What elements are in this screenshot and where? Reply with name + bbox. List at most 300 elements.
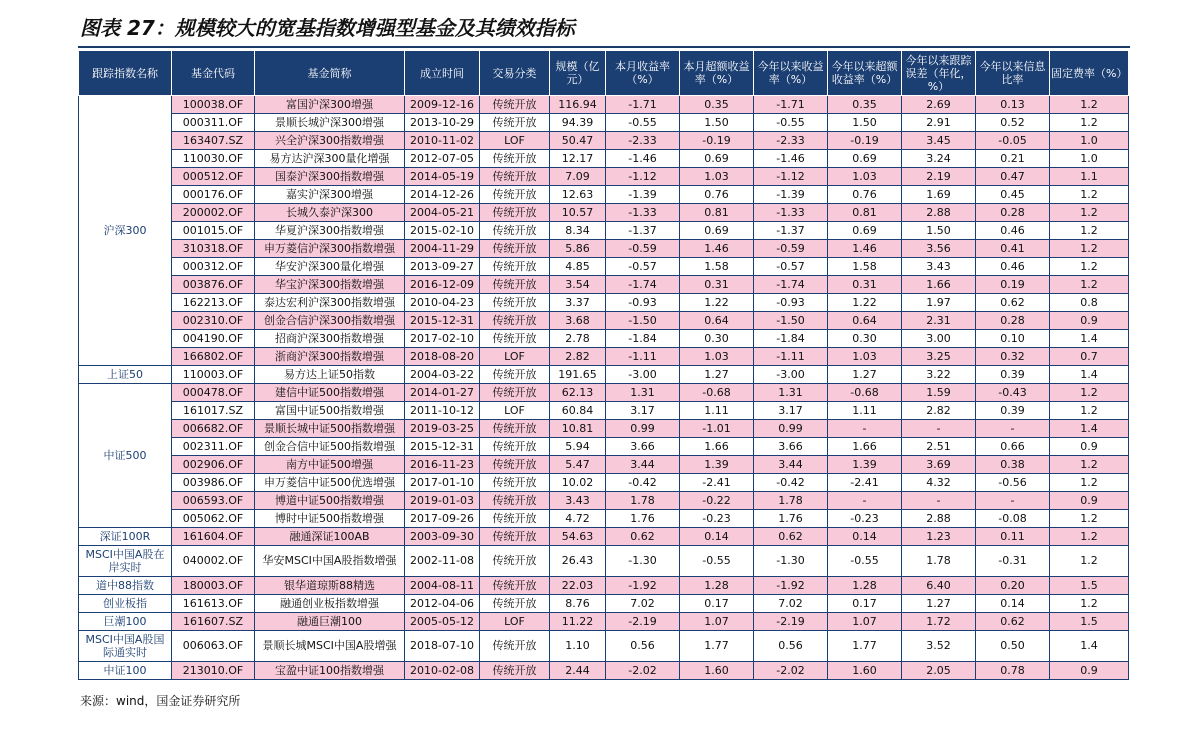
fixed-fee-cell: 1.2 (1050, 510, 1129, 528)
ytd-excess-cell: 0.31 (828, 276, 902, 294)
month-excess-cell: 0.14 (680, 528, 754, 546)
fund-size-cell: 12.63 (550, 186, 606, 204)
ytd-return-cell: 1.76 (754, 510, 828, 528)
ytd-excess-cell: - (828, 420, 902, 438)
month-excess-cell: 0.76 (680, 186, 754, 204)
ytd-return-cell: -0.55 (754, 114, 828, 132)
fixed-fee-cell: 1.2 (1050, 114, 1129, 132)
month-return-cell: 1.31 (606, 384, 680, 402)
info-ratio-cell: -0.56 (976, 474, 1050, 492)
fund-code-cell: 000311.OF (172, 114, 255, 132)
inception-date-cell: 2017-09-26 (405, 510, 480, 528)
inception-date-cell: 2018-08-20 (405, 348, 480, 366)
tracking-error-cell: - (902, 492, 976, 510)
fund-size-cell: 5.86 (550, 240, 606, 258)
fund-code-cell: 002906.OF (172, 456, 255, 474)
fund-name-cell: 长城久泰沪深300 (255, 204, 405, 222)
fund-name-cell: 景顺长城沪深300增强 (255, 114, 405, 132)
table-row (79, 474, 1129, 492)
trade-type-cell: 传统开放 (480, 492, 550, 510)
fund-name-cell: 创金合信沪深300指数增强 (255, 312, 405, 330)
header-ytd-excess: 今年以来超额收益率（%） (828, 51, 902, 96)
table-row (79, 276, 1129, 294)
table-row (79, 330, 1129, 348)
month-return-cell: 3.66 (606, 438, 680, 456)
fixed-fee-cell: 1.2 (1050, 384, 1129, 402)
inception-date-cell: 2015-02-10 (405, 222, 480, 240)
fund-size-cell: 26.43 (550, 546, 606, 577)
fixed-fee-cell: 1.2 (1050, 96, 1129, 114)
fund-name-cell: 创金合信中证500指数增强 (255, 438, 405, 456)
trade-type-cell: LOF (480, 613, 550, 631)
fund-code-cell: 162213.OF (172, 294, 255, 312)
fixed-fee-cell: 1.4 (1050, 366, 1129, 384)
fixed-fee-cell: 0.9 (1050, 312, 1129, 330)
month-return-cell: -1.46 (606, 150, 680, 168)
fund-code-cell: 000478.OF (172, 384, 255, 402)
fund-name-cell: 易方达上证50指数 (255, 366, 405, 384)
info-ratio-cell: 0.11 (976, 528, 1050, 546)
ytd-return-cell: -1.74 (754, 276, 828, 294)
ytd-excess-cell: 0.35 (828, 96, 902, 114)
ytd-excess-cell: 1.07 (828, 613, 902, 631)
month-excess-cell: 1.66 (680, 438, 754, 456)
month-excess-cell: 0.69 (680, 222, 754, 240)
info-ratio-cell: 0.62 (976, 294, 1050, 312)
trade-type-cell: 传统开放 (480, 546, 550, 577)
index-group-cell: MSCI中国A股国际通实时 (79, 631, 172, 662)
trade-type-cell: 传统开放 (480, 168, 550, 186)
table-row (79, 631, 1129, 662)
fund-size-cell: 62.13 (550, 384, 606, 402)
info-ratio-cell: -0.43 (976, 384, 1050, 402)
table-row (79, 662, 1129, 680)
trade-type-cell: LOF (480, 402, 550, 420)
tracking-error-cell: 2.88 (902, 204, 976, 222)
table-row (79, 240, 1129, 258)
tracking-error-cell: 3.00 (902, 330, 976, 348)
ytd-return-cell: -1.46 (754, 150, 828, 168)
ytd-return-cell: -0.42 (754, 474, 828, 492)
fund-name-cell: 申万菱信沪深300指数增强 (255, 240, 405, 258)
ytd-return-cell: -0.93 (754, 294, 828, 312)
trade-type-cell: 传统开放 (480, 510, 550, 528)
month-return-cell: -2.02 (606, 662, 680, 680)
tracking-error-cell: 1.72 (902, 613, 976, 631)
fund-size-cell: 10.57 (550, 204, 606, 222)
month-excess-cell: 0.30 (680, 330, 754, 348)
fixed-fee-cell: 1.2 (1050, 258, 1129, 276)
ytd-excess-cell: -2.41 (828, 474, 902, 492)
trade-type-cell: 传统开放 (480, 258, 550, 276)
fund-size-cell: 5.94 (550, 438, 606, 456)
info-ratio-cell: 0.78 (976, 662, 1050, 680)
ytd-return-cell: -1.37 (754, 222, 828, 240)
fixed-fee-cell: 1.2 (1050, 240, 1129, 258)
info-ratio-cell: 0.10 (976, 330, 1050, 348)
fund-code-cell: 003876.OF (172, 276, 255, 294)
inception-date-cell: 2015-12-31 (405, 312, 480, 330)
ytd-excess-cell: 0.64 (828, 312, 902, 330)
header-type: 交易分类 (480, 51, 550, 96)
fixed-fee-cell: 1.5 (1050, 577, 1129, 595)
info-ratio-cell: 0.20 (976, 577, 1050, 595)
fund-code-cell: 000312.OF (172, 258, 255, 276)
table-row (79, 186, 1129, 204)
month-excess-cell: -2.41 (680, 474, 754, 492)
inception-date-cell: 2016-11-23 (405, 456, 480, 474)
inception-date-cell: 2013-09-27 (405, 258, 480, 276)
ytd-return-cell: -1.71 (754, 96, 828, 114)
info-ratio-cell: - (976, 420, 1050, 438)
trade-type-cell: 传统开放 (480, 276, 550, 294)
table-row (79, 114, 1129, 132)
inception-date-cell: 2004-03-22 (405, 366, 480, 384)
month-return-cell: -1.74 (606, 276, 680, 294)
tracking-error-cell: 2.91 (902, 114, 976, 132)
fund-code-cell: 200002.OF (172, 204, 255, 222)
month-excess-cell: 1.22 (680, 294, 754, 312)
trade-type-cell: 传统开放 (480, 312, 550, 330)
fund-table-wrap (78, 50, 1128, 680)
table-row (79, 150, 1129, 168)
ytd-excess-cell: -0.55 (828, 546, 902, 577)
month-return-cell: -1.12 (606, 168, 680, 186)
tracking-error-cell: 2.69 (902, 96, 976, 114)
fund-size-cell: 10.02 (550, 474, 606, 492)
table-row (79, 577, 1129, 595)
info-ratio-cell: 0.38 (976, 456, 1050, 474)
info-ratio-cell: -0.31 (976, 546, 1050, 577)
info-ratio-cell: 0.28 (976, 312, 1050, 330)
ytd-excess-cell: 1.22 (828, 294, 902, 312)
ytd-return-cell: 0.99 (754, 420, 828, 438)
tracking-error-cell: 3.69 (902, 456, 976, 474)
fund-name-cell: 博道中证500指数增强 (255, 492, 405, 510)
month-return-cell: -1.30 (606, 546, 680, 577)
ytd-return-cell: -0.57 (754, 258, 828, 276)
fixed-fee-cell: 1.2 (1050, 222, 1129, 240)
month-return-cell: 1.78 (606, 492, 680, 510)
inception-date-cell: 2017-02-10 (405, 330, 480, 348)
trade-type-cell: 传统开放 (480, 420, 550, 438)
month-return-cell: -1.50 (606, 312, 680, 330)
fund-name-cell: 华宝沪深300指数增强 (255, 276, 405, 294)
month-return-cell: -1.39 (606, 186, 680, 204)
table-row (79, 613, 1129, 631)
trade-type-cell: 传统开放 (480, 330, 550, 348)
fund-name-cell: 华安MSCI中国A股指数增强 (255, 546, 405, 577)
ytd-return-cell: 3.17 (754, 402, 828, 420)
month-excess-cell: 1.11 (680, 402, 754, 420)
table-row (79, 222, 1129, 240)
trade-type-cell: 传统开放 (480, 366, 550, 384)
fixed-fee-cell: 1.2 (1050, 402, 1129, 420)
ytd-return-cell: -1.84 (754, 330, 828, 348)
ytd-excess-cell: -0.23 (828, 510, 902, 528)
trade-type-cell: 传统开放 (480, 384, 550, 402)
month-return-cell: 0.56 (606, 631, 680, 662)
tracking-error-cell: 1.69 (902, 186, 976, 204)
fund-name-cell: 浙商沪深300指数增强 (255, 348, 405, 366)
tracking-error-cell: 1.66 (902, 276, 976, 294)
table-row (79, 294, 1129, 312)
inception-date-cell: 2002-11-08 (405, 546, 480, 577)
month-return-cell: -0.42 (606, 474, 680, 492)
trade-type-cell: 传统开放 (480, 438, 550, 456)
ytd-return-cell: -1.39 (754, 186, 828, 204)
fund-name-cell: 富国沪深300增强 (255, 96, 405, 114)
fund-code-cell: 310318.OF (172, 240, 255, 258)
month-excess-cell: 1.77 (680, 631, 754, 662)
info-ratio-cell: 0.50 (976, 631, 1050, 662)
title-rule (78, 46, 1130, 48)
ytd-return-cell: -1.11 (754, 348, 828, 366)
fund-name-cell: 融通创业板指数增强 (255, 595, 405, 613)
fixed-fee-cell: 1.4 (1050, 420, 1129, 438)
tracking-error-cell: 6.40 (902, 577, 976, 595)
table-row (79, 595, 1129, 613)
table-row (79, 258, 1129, 276)
month-return-cell: -0.57 (606, 258, 680, 276)
fixed-fee-cell: 1.1 (1050, 168, 1129, 186)
info-ratio-cell: 0.62 (976, 613, 1050, 631)
inception-date-cell: 2004-08-11 (405, 577, 480, 595)
fund-name-cell: 嘉实沪深300增强 (255, 186, 405, 204)
month-return-cell: -0.55 (606, 114, 680, 132)
index-group-cell: 创业板指 (79, 595, 172, 613)
month-return-cell: 0.62 (606, 528, 680, 546)
index-group-cell: 上证50 (79, 366, 172, 384)
info-ratio-cell: -0.08 (976, 510, 1050, 528)
fixed-fee-cell: 0.8 (1050, 294, 1129, 312)
table-row (79, 528, 1129, 546)
header-name: 基金简称 (255, 51, 405, 96)
tracking-error-cell: 3.52 (902, 631, 976, 662)
fund-name-cell: 华夏沪深300指数增强 (255, 222, 405, 240)
index-group-cell: 沪深300 (79, 96, 172, 366)
ytd-excess-cell: 1.27 (828, 366, 902, 384)
fund-table (78, 50, 1129, 680)
table-row (79, 384, 1129, 402)
tracking-error-cell: 2.19 (902, 168, 976, 186)
ytd-excess-cell: 1.60 (828, 662, 902, 680)
ytd-excess-cell: 1.50 (828, 114, 902, 132)
ytd-excess-cell: 1.11 (828, 402, 902, 420)
month-excess-cell: 1.28 (680, 577, 754, 595)
trade-type-cell: 传统开放 (480, 474, 550, 492)
index-group-cell: MSCI中国A股在岸实时 (79, 546, 172, 577)
fund-size-cell: 3.68 (550, 312, 606, 330)
tracking-error-cell: 3.45 (902, 132, 976, 150)
fund-code-cell: 161613.OF (172, 595, 255, 613)
info-ratio-cell: 0.28 (976, 204, 1050, 222)
tracking-error-cell: 2.88 (902, 510, 976, 528)
info-ratio-cell: 0.66 (976, 438, 1050, 456)
fund-name-cell: 兴全沪深300指数增强 (255, 132, 405, 150)
month-excess-cell: 1.27 (680, 366, 754, 384)
ytd-return-cell: -2.33 (754, 132, 828, 150)
inception-date-cell: 2004-11-29 (405, 240, 480, 258)
fixed-fee-cell: 1.5 (1050, 613, 1129, 631)
header-tracking-error: 今年以来跟踪误差（年化，%） (902, 51, 976, 96)
ytd-return-cell: -1.33 (754, 204, 828, 222)
info-ratio-cell: 0.41 (976, 240, 1050, 258)
month-excess-cell: 1.03 (680, 348, 754, 366)
fund-size-cell: 5.47 (550, 456, 606, 474)
info-ratio-cell: 0.39 (976, 366, 1050, 384)
header-index: 跟踪指数名称 (79, 51, 172, 96)
inception-date-cell: 2010-02-08 (405, 662, 480, 680)
fixed-fee-cell: 1.2 (1050, 528, 1129, 546)
inception-date-cell: 2005-05-12 (405, 613, 480, 631)
info-ratio-cell: 0.46 (976, 258, 1050, 276)
fund-code-cell: 006593.OF (172, 492, 255, 510)
tracking-error-cell: 2.05 (902, 662, 976, 680)
fund-size-cell: 4.72 (550, 510, 606, 528)
trade-type-cell: LOF (480, 132, 550, 150)
fund-name-cell: 银华道琼斯88精选 (255, 577, 405, 595)
month-return-cell: 3.44 (606, 456, 680, 474)
ytd-return-cell: -1.50 (754, 312, 828, 330)
ytd-return-cell: 7.02 (754, 595, 828, 613)
header-date: 成立时间 (405, 51, 480, 96)
fund-size-cell: 4.85 (550, 258, 606, 276)
month-excess-cell: 0.64 (680, 312, 754, 330)
inception-date-cell: 2009-12-16 (405, 96, 480, 114)
fund-size-cell: 2.78 (550, 330, 606, 348)
fund-code-cell: 166802.OF (172, 348, 255, 366)
fund-size-cell: 50.47 (550, 132, 606, 150)
info-ratio-cell: 0.14 (976, 595, 1050, 613)
ytd-excess-cell: - (828, 492, 902, 510)
fund-code-cell: 161607.SZ (172, 613, 255, 631)
trade-type-cell: 传统开放 (480, 240, 550, 258)
fund-code-cell: 006682.OF (172, 420, 255, 438)
fund-name-cell: 景顺长城中证500指数增强 (255, 420, 405, 438)
fund-size-cell: 3.43 (550, 492, 606, 510)
table-row (79, 96, 1129, 114)
header-month-excess: 本月超额收益率（%） (680, 51, 754, 96)
fund-size-cell: 8.34 (550, 222, 606, 240)
inception-date-cell: 2019-01-03 (405, 492, 480, 510)
trade-type-cell: 传统开放 (480, 114, 550, 132)
month-return-cell: -0.93 (606, 294, 680, 312)
fund-code-cell: 213010.OF (172, 662, 255, 680)
fund-size-cell: 10.81 (550, 420, 606, 438)
table-row (79, 438, 1129, 456)
month-excess-cell: -0.68 (680, 384, 754, 402)
ytd-excess-cell: 1.77 (828, 631, 902, 662)
fund-name-cell: 招商沪深300指数增强 (255, 330, 405, 348)
fund-code-cell: 040002.OF (172, 546, 255, 577)
tracking-error-cell: 3.43 (902, 258, 976, 276)
fund-code-cell: 180003.OF (172, 577, 255, 595)
fund-size-cell: 2.44 (550, 662, 606, 680)
fund-code-cell: 161017.SZ (172, 402, 255, 420)
month-excess-cell: -0.19 (680, 132, 754, 150)
info-ratio-cell: - (976, 492, 1050, 510)
month-return-cell: 1.76 (606, 510, 680, 528)
info-ratio-cell: 0.45 (976, 186, 1050, 204)
table-row (79, 510, 1129, 528)
inception-date-cell: 2004-05-21 (405, 204, 480, 222)
fund-code-cell: 110030.OF (172, 150, 255, 168)
tracking-error-cell: 1.97 (902, 294, 976, 312)
tracking-error-cell: 1.78 (902, 546, 976, 577)
table-row (79, 402, 1129, 420)
month-return-cell: 0.99 (606, 420, 680, 438)
fixed-fee-cell: 1.4 (1050, 330, 1129, 348)
fund-size-cell: 3.37 (550, 294, 606, 312)
ytd-return-cell: -1.12 (754, 168, 828, 186)
table-row (79, 204, 1129, 222)
header-fee: 固定费率（%） (1050, 51, 1129, 96)
month-return-cell: 3.17 (606, 402, 680, 420)
fund-name-cell: 融通巨潮100 (255, 613, 405, 631)
ytd-return-cell: 3.44 (754, 456, 828, 474)
inception-date-cell: 2014-12-26 (405, 186, 480, 204)
trade-type-cell: 传统开放 (480, 577, 550, 595)
month-excess-cell: 1.39 (680, 456, 754, 474)
trade-type-cell: 传统开放 (480, 528, 550, 546)
fixed-fee-cell: 0.9 (1050, 438, 1129, 456)
fund-name-cell: 国泰沪深300指数增强 (255, 168, 405, 186)
month-excess-cell: 0.35 (680, 96, 754, 114)
trade-type-cell: 传统开放 (480, 204, 550, 222)
inception-date-cell: 2003-09-30 (405, 528, 480, 546)
table-row (79, 366, 1129, 384)
fixed-fee-cell: 1.0 (1050, 150, 1129, 168)
table-row (79, 546, 1129, 577)
fund-name-cell: 融通深证100AB (255, 528, 405, 546)
table-row (79, 348, 1129, 366)
table-row (79, 456, 1129, 474)
fixed-fee-cell: 0.9 (1050, 662, 1129, 680)
month-excess-cell: 1.46 (680, 240, 754, 258)
fund-size-cell: 11.22 (550, 613, 606, 631)
fixed-fee-cell: 1.2 (1050, 474, 1129, 492)
month-return-cell: -1.92 (606, 577, 680, 595)
fund-code-cell: 000512.OF (172, 168, 255, 186)
tracking-error-cell: 1.50 (902, 222, 976, 240)
month-excess-cell: -0.23 (680, 510, 754, 528)
inception-date-cell: 2013-10-29 (405, 114, 480, 132)
inception-date-cell: 2016-12-09 (405, 276, 480, 294)
fund-name-cell: 泰达宏利沪深300指数增强 (255, 294, 405, 312)
fund-name-cell: 南方中证500增强 (255, 456, 405, 474)
trade-type-cell: 传统开放 (480, 150, 550, 168)
info-ratio-cell: 0.19 (976, 276, 1050, 294)
index-group-cell: 深证100R (79, 528, 172, 546)
fund-size-cell: 7.09 (550, 168, 606, 186)
month-return-cell: -3.00 (606, 366, 680, 384)
trade-type-cell: 传统开放 (480, 595, 550, 613)
trade-type-cell: 传统开放 (480, 96, 550, 114)
month-return-cell: 7.02 (606, 595, 680, 613)
tracking-error-cell: 4.32 (902, 474, 976, 492)
month-return-cell: -1.37 (606, 222, 680, 240)
fund-code-cell: 161604.OF (172, 528, 255, 546)
ytd-excess-cell: 1.28 (828, 577, 902, 595)
ytd-excess-cell: 1.39 (828, 456, 902, 474)
fixed-fee-cell: 1.2 (1050, 595, 1129, 613)
fixed-fee-cell: 1.2 (1050, 204, 1129, 222)
index-group-cell: 中证500 (79, 384, 172, 528)
ytd-excess-cell: 0.69 (828, 222, 902, 240)
tracking-error-cell: 3.56 (902, 240, 976, 258)
fund-code-cell: 100038.OF (172, 96, 255, 114)
